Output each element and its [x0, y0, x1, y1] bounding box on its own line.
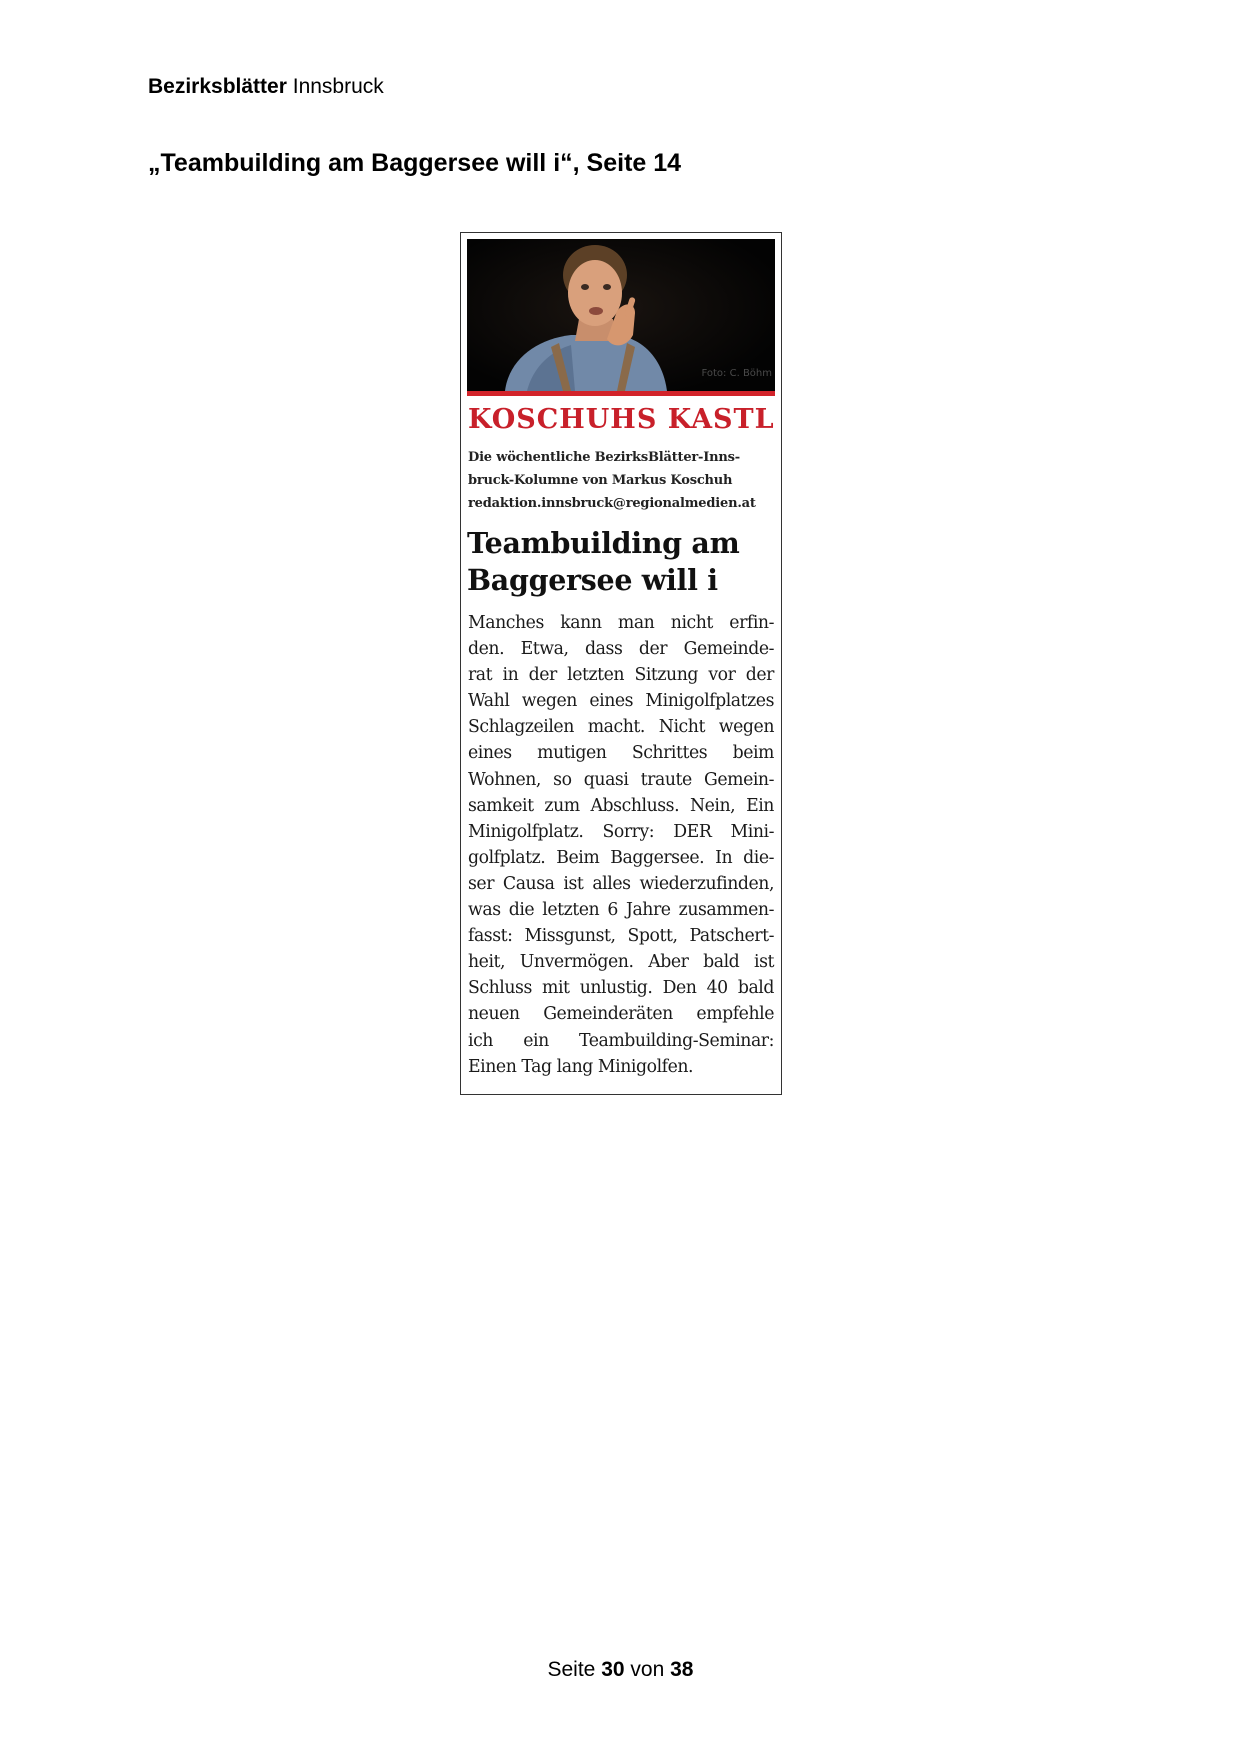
footer-current-page: 30 [601, 1658, 625, 1681]
body-line: Minigolfplatz. Sorry: DER Mini- [468, 821, 774, 842]
body-line: heit, Unvermögen. Aber bald ist [468, 952, 774, 973]
publication-name-regular: Innsbruck [292, 75, 384, 98]
footer-total-pages: 38 [670, 1658, 694, 1681]
red-accent-bar [467, 391, 775, 396]
footer-middle: von [630, 1658, 665, 1681]
photo-credit: Foto: C. Böhm [701, 368, 772, 379]
body-line: Manches kann man nicht erfin- [468, 613, 774, 633]
clipping-title-text: „Teambuilding am Baggersee will i“ [148, 149, 573, 177]
column-intro [468, 446, 774, 515]
column-name: KOSCHUHS KASTL [468, 404, 775, 435]
body-line: Einen Tag lang Minigolfen. [468, 1056, 694, 1077]
page-footer [0, 1657, 1241, 1683]
body-line: rat in der letzten Sitzung vor der [468, 665, 774, 686]
intro-line: Die wöchentliche BezirksBlätter-Inns- [468, 450, 740, 465]
clipping-title [148, 147, 681, 179]
body-line: Schluss mit unlustig. Den 40 bald [468, 978, 774, 999]
clipping-title-page: Seite 14 [586, 149, 682, 177]
body-line: ich ein Teambuilding-Seminar: [468, 1030, 774, 1051]
body-line: Schlagzeilen macht. Nicht wegen [468, 717, 774, 738]
newspaper-clipping [460, 232, 782, 1095]
intro-line: bruck-Kolumne von Markus Koschuh [468, 473, 733, 488]
article-body [468, 610, 774, 1080]
body-line: golfplatz. Beim Baggersee. In die- [468, 847, 774, 868]
body-line: neuen Gemeinderäten empfehle [468, 1004, 774, 1025]
article-headline [467, 525, 777, 599]
footer-prefix: Seite [547, 1658, 596, 1681]
body-line: eines mutigen Schrittes beim [468, 743, 774, 764]
intro-email: redaktion.innsbruck@regionalmedien.at [468, 496, 756, 511]
body-line: fasst: Missgunst, Spott, Patschert- [468, 926, 774, 947]
body-line: Wahl wegen eines Minigolfplatzes [468, 691, 774, 712]
columnist-photo [467, 239, 775, 391]
clipping-title-separator: , [572, 149, 580, 177]
body-line: samkeit zum Abschluss. Nein, Ein [468, 795, 774, 816]
body-line: Wohnen, so quasi traute Gemein- [468, 769, 774, 790]
body-line: ser Causa ist alles wiederzufinden, [468, 873, 774, 894]
publication-name-bold: Bezirksblätter [148, 75, 287, 98]
body-line: den. Etwa, dass der Gemeinde- [468, 639, 774, 660]
publication-name [148, 74, 384, 100]
headline-line: Teambuilding am [467, 526, 740, 560]
body-line: was die letzten 6 Jahre zusammen- [468, 900, 774, 921]
headline-line: Baggersee will i [467, 563, 718, 597]
